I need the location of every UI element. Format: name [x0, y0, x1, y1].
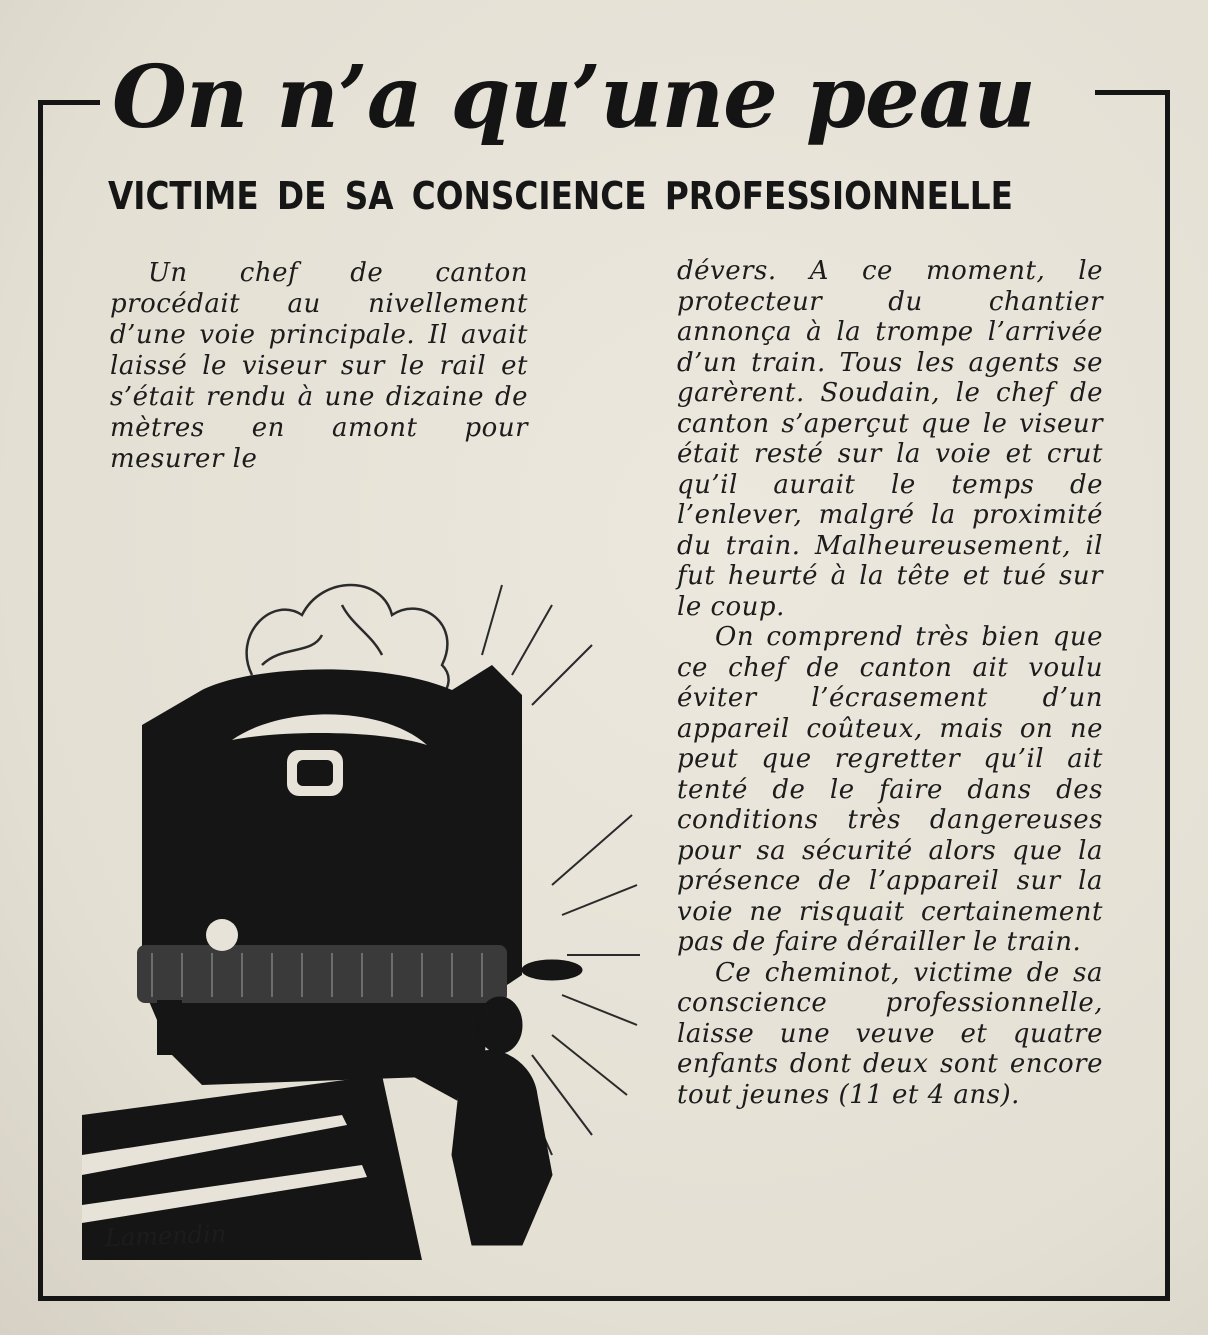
article-column-left	[110, 258, 528, 475]
frame-border-right	[1165, 90, 1170, 1300]
frame-border-bottom	[38, 1296, 1170, 1301]
buffer-light	[206, 919, 238, 951]
paragraph-continuation: dévers. A ce moment, le protecteur du chantier annonça à la trompe l’arrivée d’un train. Tous les agents se garèrent. Soudain, le chef de canton s’aperçut que le viseur était resté sur la voie et crut qu’il aurait le temps de l’enlever, malgré la proximité du train. Malheureusement, il fut heurté à la tête et tué sur le coup.	[677, 256, 1103, 622]
frame-border-top-left	[38, 100, 100, 105]
artist-signature: Lamendin	[104, 1219, 227, 1253]
locomotive-illustration	[82, 555, 642, 1260]
paragraph-comment: On comprend très bien que ce chef de canton ait voulu éviter l’écrasement d’un appareil coûteux, mais on ne peut que regretter qu’il ait tenté de le faire dans des conditions très dangereuses pour sa sécurité alors que la présence de l’appareil sur la voie ne risquait certainement pas de faire dérailler le train.	[677, 622, 1103, 957]
subheadline: VICTIME DE SA CONSCIENCE PROFESSIONNELLE	[108, 174, 1013, 218]
paragraph-conclusion: Ce cheminot, victime de sa conscience professionnelle, laisse une veuve et quatre enfants dont deux sont encore tout jeunes (11 et 4 ans).	[677, 957, 1103, 1110]
frame-border-left	[38, 100, 43, 1300]
article-column-right	[677, 256, 1103, 1110]
paragraph-intro: Un chef de canton procédait au nivellement d’une voie principale. Il avait laissé le viseur sur le rail et s’était rendu à une dizaine de mètres en amont pour mesurer le	[110, 258, 528, 474]
frame-border-top-right	[1095, 90, 1170, 95]
headline: On n’a qu’une peau	[112, 47, 1035, 148]
